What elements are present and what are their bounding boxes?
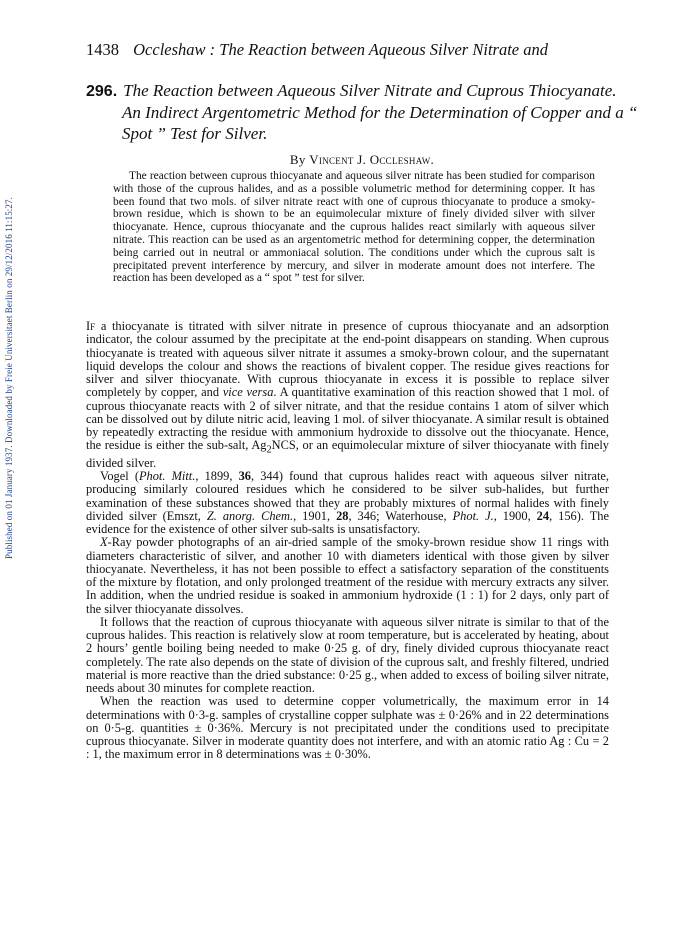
running-title: Occleshaw : The Reaction between Aqueous Silver Nitrate and (133, 40, 548, 59)
paragraph-2-text-c: , 344) found that cuprous halides react with aqueous silver nitrate, producing similarly coloured residues which he considered to be silver sub-halides, but further examination of these substances showed that they are probably mixtures of normal halides with finely divided silver (Emszt, (86, 469, 609, 523)
article-title (86, 80, 638, 144)
citation-journal-1: Phot. Mitt. (138, 469, 196, 484)
paragraph-3 (86, 536, 609, 616)
paragraph-5: When the reaction was used to determine copper volumetrically, the maximum error in 14 determinations with 0·3-g. samples of crystalline copper sulphate was ± 0·26% and in 22 determinations on 0·5-g. quantities ± 0·36%. Mercury is not precipitated under the conditions used to precipitate cuprous thiocyanate. Silver in moderate quantity does not interfere, and with an atomic ratio Ag : Cu = 2 : 1, the maximum error in 8 determinations was ± 0·30%. (86, 694, 609, 762)
drop-lead: If (86, 319, 96, 333)
paragraph-2-text-d: , 1901, (293, 508, 337, 523)
paragraph-1 (86, 320, 609, 470)
citation-journal-3: Phot. J. (452, 508, 494, 523)
article-header (86, 80, 638, 168)
paragraph-1-italic: vice versa (222, 385, 274, 400)
paragraph-2-text-a: Vogel ( (100, 469, 139, 484)
paragraph-1-text-a: a thiocyanate is titrated with silver nitrate in presence of cuprous thiocyanate and an adsorption indicator, the colour assumed by the precipitate at the end-point disappears on standing. When cuprous thiocyanate is treated with aqueous silver nitrate it assumes a smoky-brown colour, and the supernatant liquid develops the colour and shows the reactions of bivalent copper. The residue gives reactions for silver and silver thiocyanate. With cuprous thiocyanate in excess it is possible to replace silver completely by copper, and (86, 319, 609, 400)
download-watermark-text[interactable]: Published on 01 January 1937. Downloaded by Freie Universitaet Berlin on 29/12/2016 11:15:27. (4, 197, 14, 559)
byline (86, 152, 638, 168)
page-number: 1438 (86, 40, 119, 59)
citation-journal-2: Z. anorg. Chem. (206, 508, 294, 523)
article-title-text: The Reaction between Aqueous Silver Nitrate and Cuprous Thiocyanate. An Indirect Argentometric Method for the Determination of Copper and a “ Spot ” Test for Silver. (122, 81, 638, 143)
paragraph-3-text: -Ray powder photographs of an air-dried sample of the smoky-brown residue show 11 rings with diameters characteristic of silver, and another 10 with diameters identical with those given by silver thiocyanate. Nevertheless, it has not been possible to effect a satisfactory separation of the constituents of the mixture by flotation, and only prolonged treatment of the residue with mercury extracts any silver. In addition, when the undried residue is soaked in ammonium hydroxide (1 : 1) for 2 days, only part of the silver thiocyanate dissolves. (86, 535, 609, 616)
paragraph-3-lead: X (100, 535, 108, 550)
citation-volume-1: 36 (238, 469, 251, 484)
byline-prefix: By (289, 152, 306, 167)
article-number: 296. (86, 83, 118, 100)
citation-volume-3: 24 (536, 508, 550, 523)
article-body (86, 320, 609, 762)
paragraph-2-text-f: , 1900, (493, 508, 537, 523)
paragraph-4: It follows that the reaction of cuprous thiocyanate with aqueous silver nitrate is similar to that of the cuprous halides. This reaction is relatively slow at room temperature, but is accelerated by heating, about 2 hours’ gentle boiling being needed to make 0·25 g. of dry, finely divided cuprous thiocyanate react completely. The rate also depends on the state of division of the cuprous salt, and freshly filtered, undried material is more reactive than the dried substance: 0·25 g., when added to excess of boiling silver nitrate, needs about 30 minutes for complete reaction. (86, 614, 609, 696)
download-watermark (2, 168, 16, 588)
subscript-2: 2 (266, 444, 272, 456)
paragraph-1-text-c: NCS, or an equimolecular mixture of silver thiocyanate with finely divided silver. (86, 438, 609, 470)
paragraph-2 (86, 470, 609, 536)
running-head (86, 40, 646, 60)
paragraph-2-text-g: , 156). The evidence for the existence of other silver sub-salts is unsatisfactory. (86, 508, 609, 537)
paragraph-2-text-b: , 1899, (195, 469, 239, 484)
paragraph-2-text-e: , 346; Waterhouse, (348, 508, 453, 523)
citation-volume-2: 28 (336, 508, 349, 523)
author-name: Vincent J. Occleshaw. (309, 152, 435, 167)
paragraph-1-text-b: . A quantitative examination of this reaction showed that 1 mol. of cuprous thiocyanate reacts with 2 of silver nitrate, and that the residue contains 1 atom of silver which can be dissolved out by dilute nitric acid, leaving 1 mol. of silver thiocyanate. A similar result is obtained by repeatedly extracting the residue with ammonium hydroxide to dissolve out the thiocyanate. Hence, the residue is either the sub-salt, Ag (86, 385, 609, 453)
abstract (113, 170, 595, 285)
abstract-text: The reaction between cuprous thiocyanate and aqueous silver nitrate has been studied for comparison with those of the cuprous halides, and as a possible volumetric method for determining copper. It has been found that two mols. of silver nitrate react with one of cuprous thiocyanate to produce a smoky-brown residue, which is shown to be an equimolecular mixture of finely divided silver with silver thiocyanate. Hence, cuprous thiocyanate and the cuprous halides react similarly with aqueous silver nitrate. This reaction can be used as an argentometric method for determining copper, the determination being carried out in neutral or ammoniacal solution. The conditions under which the cuprous salt is precipitated prevent interference by mercury, and silver in moderate amount does not interfere. The reaction has been developed as a “ spot ” test for silver. (113, 170, 595, 285)
